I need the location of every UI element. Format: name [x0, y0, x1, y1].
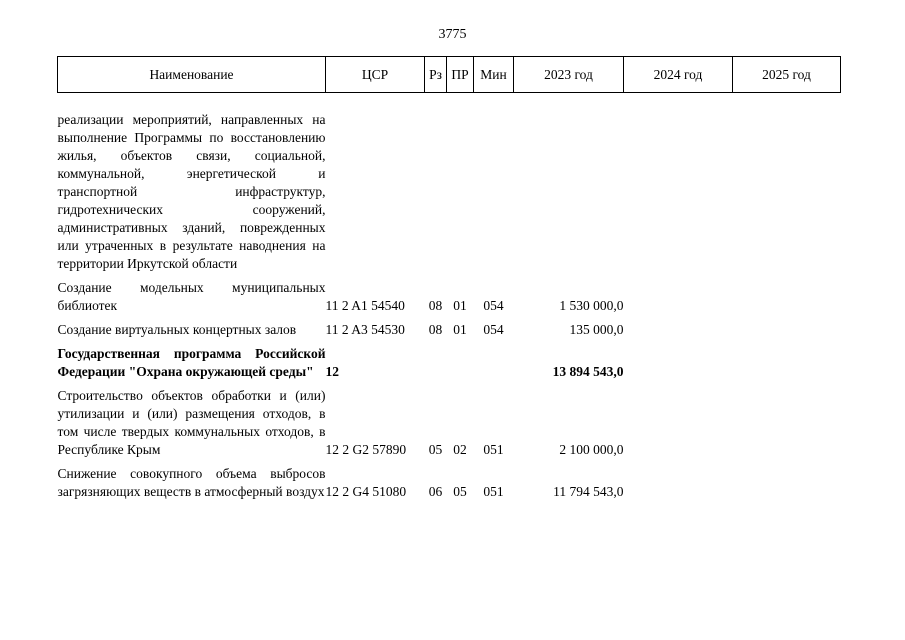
row-min: 054 [483, 321, 504, 337]
row-pr: 02 [453, 441, 467, 457]
row-rz: 06 [428, 483, 443, 499]
row-csr: 12 [325, 363, 339, 379]
row-2023: 1 530 000,0 [559, 297, 624, 313]
row-name: Создание виртуальных концертных залов [57, 321, 297, 337]
row-2023 [514, 93, 624, 273]
row-2024 [624, 465, 733, 501]
header-csr: ЦСР [326, 57, 425, 93]
row-2023: 11 794 543,0 [553, 483, 624, 499]
row-csr: 11 2 A1 54540 [325, 297, 405, 313]
row-csr: 12 2 G2 57890 [325, 441, 407, 457]
row-2023: 2 100 000,0 [559, 441, 624, 457]
row-2023: 135 000,0 [569, 321, 624, 337]
table-row [58, 321, 841, 339]
page-number: 3775 [438, 27, 467, 42]
header-name: Наименование [58, 57, 326, 93]
header-2023: 2023 год [514, 57, 624, 93]
row-2025 [733, 93, 841, 273]
row-pr: 01 [453, 321, 467, 337]
row-pr: 05 [453, 483, 467, 499]
row-name: Снижение совокупного объема выбросов загрязняющих веществ в атмосферный воздух [57, 465, 326, 499]
table-row [58, 345, 841, 381]
row-pr: 01 [453, 297, 467, 313]
row-csr [326, 93, 425, 273]
row-2024 [624, 321, 733, 339]
row-rz: 08 [428, 321, 443, 337]
row-min: 054 [483, 297, 504, 313]
row-name: Создание модельных муниципальных библиотек [57, 279, 326, 313]
row-rz: 05 [428, 441, 443, 457]
row-csr: 12 2 G4 51080 [325, 483, 407, 499]
row-pr [447, 345, 474, 381]
table-row [58, 465, 841, 501]
row-min [474, 93, 514, 273]
row-pr [447, 93, 474, 273]
row-2025 [733, 345, 841, 381]
row-2025 [733, 279, 841, 315]
row-rz: 08 [428, 297, 443, 313]
header-rz: Рз [425, 57, 447, 93]
header-min: Мин [474, 57, 514, 93]
header-pr: ПР [447, 57, 474, 93]
table-row [58, 93, 841, 273]
row-min [474, 345, 514, 381]
row-rz [425, 93, 447, 273]
table-header-row [58, 57, 841, 93]
row-2023: 13 894 543,0 [552, 363, 624, 379]
header-2024: 2024 год [624, 57, 733, 93]
row-2025 [733, 321, 841, 339]
row-rz [425, 345, 447, 381]
table-row [58, 279, 841, 315]
row-csr: 11 2 A3 54530 [325, 321, 405, 337]
row-name: Государственная программа Российской Федерации "Охрана окружающей среды" [57, 345, 326, 379]
row-2025 [733, 387, 841, 459]
row-2024 [624, 345, 733, 381]
row-min: 051 [483, 483, 504, 499]
header-2025: 2025 год [733, 57, 841, 93]
row-name: Строительство объектов обработки и (или) утилизации и (или) размещения отходов, в том числе твердых коммунальных отходов, в Республике Крым [57, 387, 326, 457]
budget-table [57, 56, 841, 501]
row-2024 [624, 279, 733, 315]
row-name: реализации мероприятий, направленных на выполнение Программы по восстановлению жилья, объектов связи, социальной, коммунальной, энергетической и транспортной инфраструктур, гидротехнических сооружений, административных зданий, поврежденных или утраченных в результате наводнения на территории Иркутской области [57, 111, 326, 271]
table-row [58, 387, 841, 459]
row-min: 051 [483, 441, 504, 457]
row-2025 [733, 465, 841, 501]
row-2024 [624, 387, 733, 459]
row-2024 [624, 93, 733, 273]
